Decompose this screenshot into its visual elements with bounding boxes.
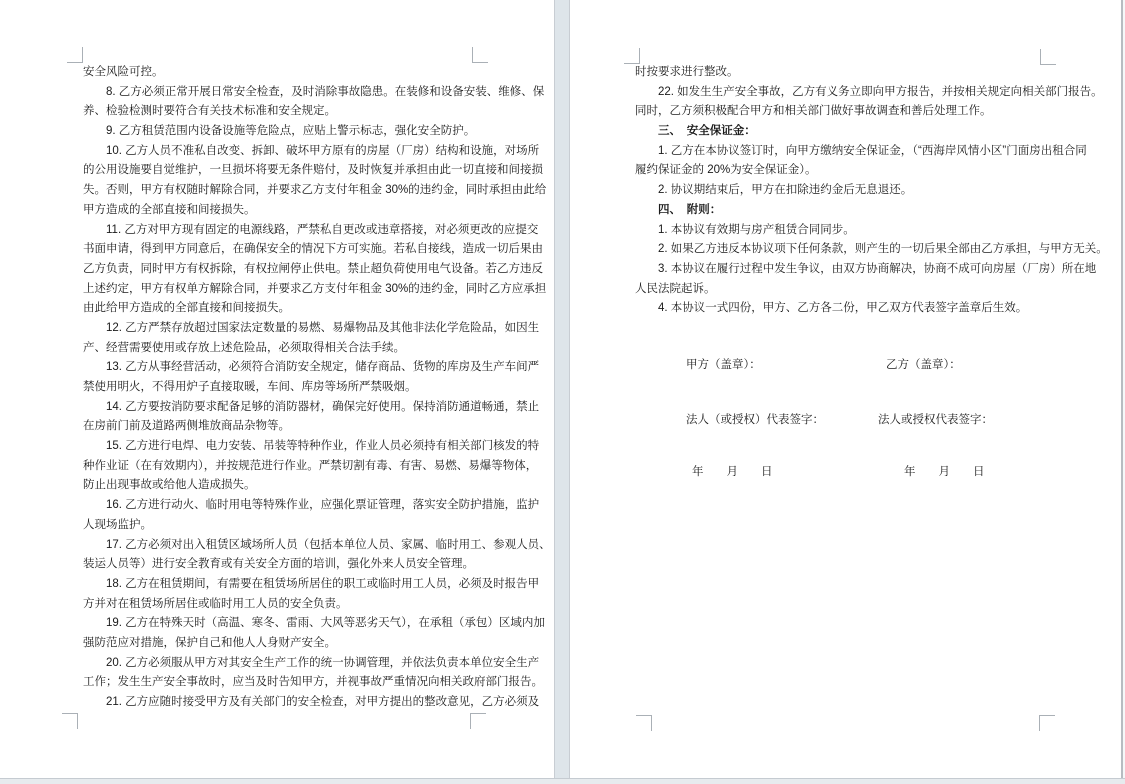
- document-line[interactable]: 3. 本协议在履行过程中发生争议，由双方协商解决，协商不成可向房屋（厂房）所在地: [658, 262, 1097, 275]
- document-line[interactable]: 16. 乙方进行动火、临时用电等特殊作业，应强化票证管理，落实安全防护措施，监护: [106, 499, 540, 512]
- document-heading-line[interactable]: 三、 安全保证金：: [658, 125, 756, 138]
- document-line[interactable]: 9. 乙方租赁范围内设备设施等危险点，应贴上警示标志，强化安全防护。: [106, 125, 476, 138]
- document-line[interactable]: 履约保证金的 20%为安全保证金）。: [635, 164, 817, 177]
- signature-representative-row-party-a[interactable]: 法人（或授权）代表签字：: [686, 413, 824, 426]
- signature-seal-row-party-a[interactable]: 甲方（盖章）：: [686, 358, 761, 371]
- document-line[interactable]: 装运人员等）进行安全教育或有关安全方面的培训，强化外来人员安全管理。: [83, 558, 474, 571]
- document-line[interactable]: 12. 乙方严禁存放超过国家法定数量的易燃、易爆物品及其他非法化学危险品，如因生: [106, 321, 540, 334]
- document-line[interactable]: 失。否则，甲方有权随时解除合同，并要求乙方支付年租金 30%的违约金，同时承担由此给: [83, 184, 547, 197]
- document-line[interactable]: 乙方负责，同时甲方有权拆除，有权拉闸停止供电。禁止超负荷使用电气设备。若乙方违反: [83, 262, 543, 275]
- text-boundary-mark-p1-top-left: [67, 47, 83, 63]
- document-line[interactable]: 产、经营需要使用或存放上述危险品，必须取得相关合法手续。: [83, 341, 405, 354]
- document-line[interactable]: 13. 乙方从事经营活动，必须符合消防安全规定，储存商品、货物的库房及生产车间严: [106, 361, 540, 374]
- document-line[interactable]: 1. 本协议有效期与房产租赁合同同步。: [658, 223, 855, 236]
- signature-seal-row-party-b[interactable]: 乙方（盖章）：: [886, 358, 961, 371]
- document-line[interactable]: 10. 乙方人员不准私自改变、拆卸、破坏甲方原有的房屋（厂房）结构和设施，对场所: [106, 144, 540, 157]
- document-line[interactable]: 由此给甲方造成的全部直接和间接损失。: [83, 302, 290, 315]
- document-line[interactable]: 人民法院起诉。: [635, 282, 716, 295]
- signature-representative-row-party-b[interactable]: 法人或授权代表签字：: [878, 413, 993, 426]
- document-line[interactable]: 禁使用明火，不得用炉子直接取暖，车间、库房等场所严禁吸烟。: [83, 381, 417, 393]
- document-line[interactable]: 22. 如发生生产安全事故，乙方有义务立即向甲方报告，并按相关规定向相关部门报告。: [658, 85, 1103, 98]
- document-line[interactable]: 种作业证（在有效期内），并按规范进行作业。严禁切割有毒、有害、易燃、易爆等物体，: [83, 459, 538, 472]
- document-line[interactable]: 在房前门前及道路两侧堆放商品杂物等。: [83, 420, 290, 433]
- document-line[interactable]: 防止出现事故或给他人造成损失。: [83, 479, 256, 492]
- document-line[interactable]: 的公用设施要自觉维护，一旦损坏将要无条件赔付，及时恢复并承担由此一切直接和间接损: [83, 164, 543, 177]
- document-line[interactable]: 强防范应对措施，保护自己和他人人身财产安全。: [83, 636, 336, 649]
- canvas-bottom-strip: [0, 778, 1125, 784]
- text-boundary-mark-p1-top-right: [472, 47, 488, 63]
- page-1-text[interactable]: [83, 63, 551, 713]
- signature-spacer: [635, 376, 1041, 411]
- text-boundary-mark-p1-bottom-left: [62, 713, 78, 729]
- signature-seal-row[interactable]: [635, 356, 1041, 376]
- document-heading-line[interactable]: 四、 附则：: [658, 203, 722, 216]
- document-line[interactable]: 4. 本协议一式四份，甲方、乙方各二份，甲乙双方代表签字盖章后生效。: [658, 302, 1028, 315]
- document-line[interactable]: 方并对在租赁场所居住或临时用工人员的安全负责。: [83, 597, 348, 610]
- document-line[interactable]: 养、检验检测时要符合有关技术标准和安全规定。: [83, 105, 336, 118]
- page-2[interactable]: [569, 0, 1123, 778]
- document-line[interactable]: 17. 乙方必须对出入租赁区域场所人员（包括本单位人员、家属、临时用工、参观人员、: [106, 538, 551, 551]
- document-line[interactable]: 19. 乙方在特殊天时（高温、寒冬、雷雨、大风等恶劣天气），在承租（承包）区域内加: [106, 617, 545, 630]
- page-2-text[interactable]: [635, 63, 1108, 483]
- text-boundary-mark-p2-top-left: [624, 48, 640, 64]
- document-line[interactable]: 18. 乙方在租赁期间，有需要在租赁场所居住的职工或临时用工人员，必须及时报告甲: [106, 577, 540, 590]
- text-boundary-mark-p2-bottom-right: [1039, 715, 1055, 731]
- document-line[interactable]: 甲方造成的全部直接和间接损失。: [83, 203, 256, 216]
- signature-representative-row[interactable]: [635, 411, 1041, 431]
- document-line[interactable]: 时按要求进行整改。: [635, 66, 739, 78]
- signature-date-row-party-a[interactable]: 年 月 日: [692, 466, 773, 479]
- document-line[interactable]: 同时，乙方须积极配合甲方和相关部门做好事故调查和善后处理工作。: [635, 105, 992, 118]
- document-line[interactable]: 21. 乙方应随时接受甲方及有关部门的安全检查，对甲方提出的整改意见，乙方必须及: [106, 696, 540, 708]
- document-line[interactable]: 工作；发生生产安全事故时，应当及时告知甲方，并视事故严重情况向相关政府部门报告。: [83, 676, 543, 689]
- signature-date-row-party-b[interactable]: 年 月 日: [904, 466, 985, 479]
- text-boundary-mark-p2-top-right: [1040, 49, 1056, 65]
- text-boundary-mark-p1-bottom-right: [470, 713, 486, 729]
- document-line[interactable]: 1. 乙方在本协议签订时，向甲方缴纳安全保证金，（“西海岸风情小区”门面房出租合同: [658, 144, 1087, 157]
- document-line[interactable]: 15. 乙方进行电焊、电力安装、吊装等特种作业，作业人员必须持有相关部门核发的特: [106, 440, 540, 453]
- document-line[interactable]: 11. 乙方对甲方现有固定的电源线路，严禁私自更改或违章搭接，对必须更改的应提交: [106, 223, 539, 236]
- signature-spacer: [635, 430, 1041, 463]
- signature-spacer: [635, 319, 1041, 356]
- document-line[interactable]: 8. 乙方必须正常开展日常安全检查，及时消除事故隐患。在装修和设备安装、维修、保: [106, 85, 545, 98]
- page-1[interactable]: [0, 0, 555, 778]
- document-line[interactable]: 人现场监护。: [83, 518, 152, 531]
- document-line[interactable]: 20. 乙方必须服从甲方对其安全生产工作的统一协调管理，并依法负责本单位安全生产: [106, 656, 540, 669]
- document-line[interactable]: 书面申请，得到甲方同意后，在确保安全的情况下方可实施。若私自接线，造成一切后果由: [83, 243, 543, 256]
- document-line[interactable]: 上述约定，甲方有权单方解除合同，并要求乙方支付年租金 30%的违约金，同时乙方应承担: [83, 282, 547, 295]
- document-line[interactable]: 安全风险可控。: [83, 66, 164, 78]
- document-line[interactable]: 2. 如果乙方违反本协议项下任何条款，则产生的一切后果全部由乙方承担，与甲方无关。: [658, 243, 1108, 256]
- document-line[interactable]: 2. 协议期结束后，甲方在扣除违约金后无息退还。: [658, 184, 913, 197]
- text-boundary-mark-p2-bottom-left: [636, 715, 652, 731]
- document-line[interactable]: 14. 乙方要按消防要求配备足够的消防器材，确保完好使用。保持消防通道畅通，禁止: [106, 400, 540, 413]
- signature-date-row[interactable]: [635, 463, 1041, 483]
